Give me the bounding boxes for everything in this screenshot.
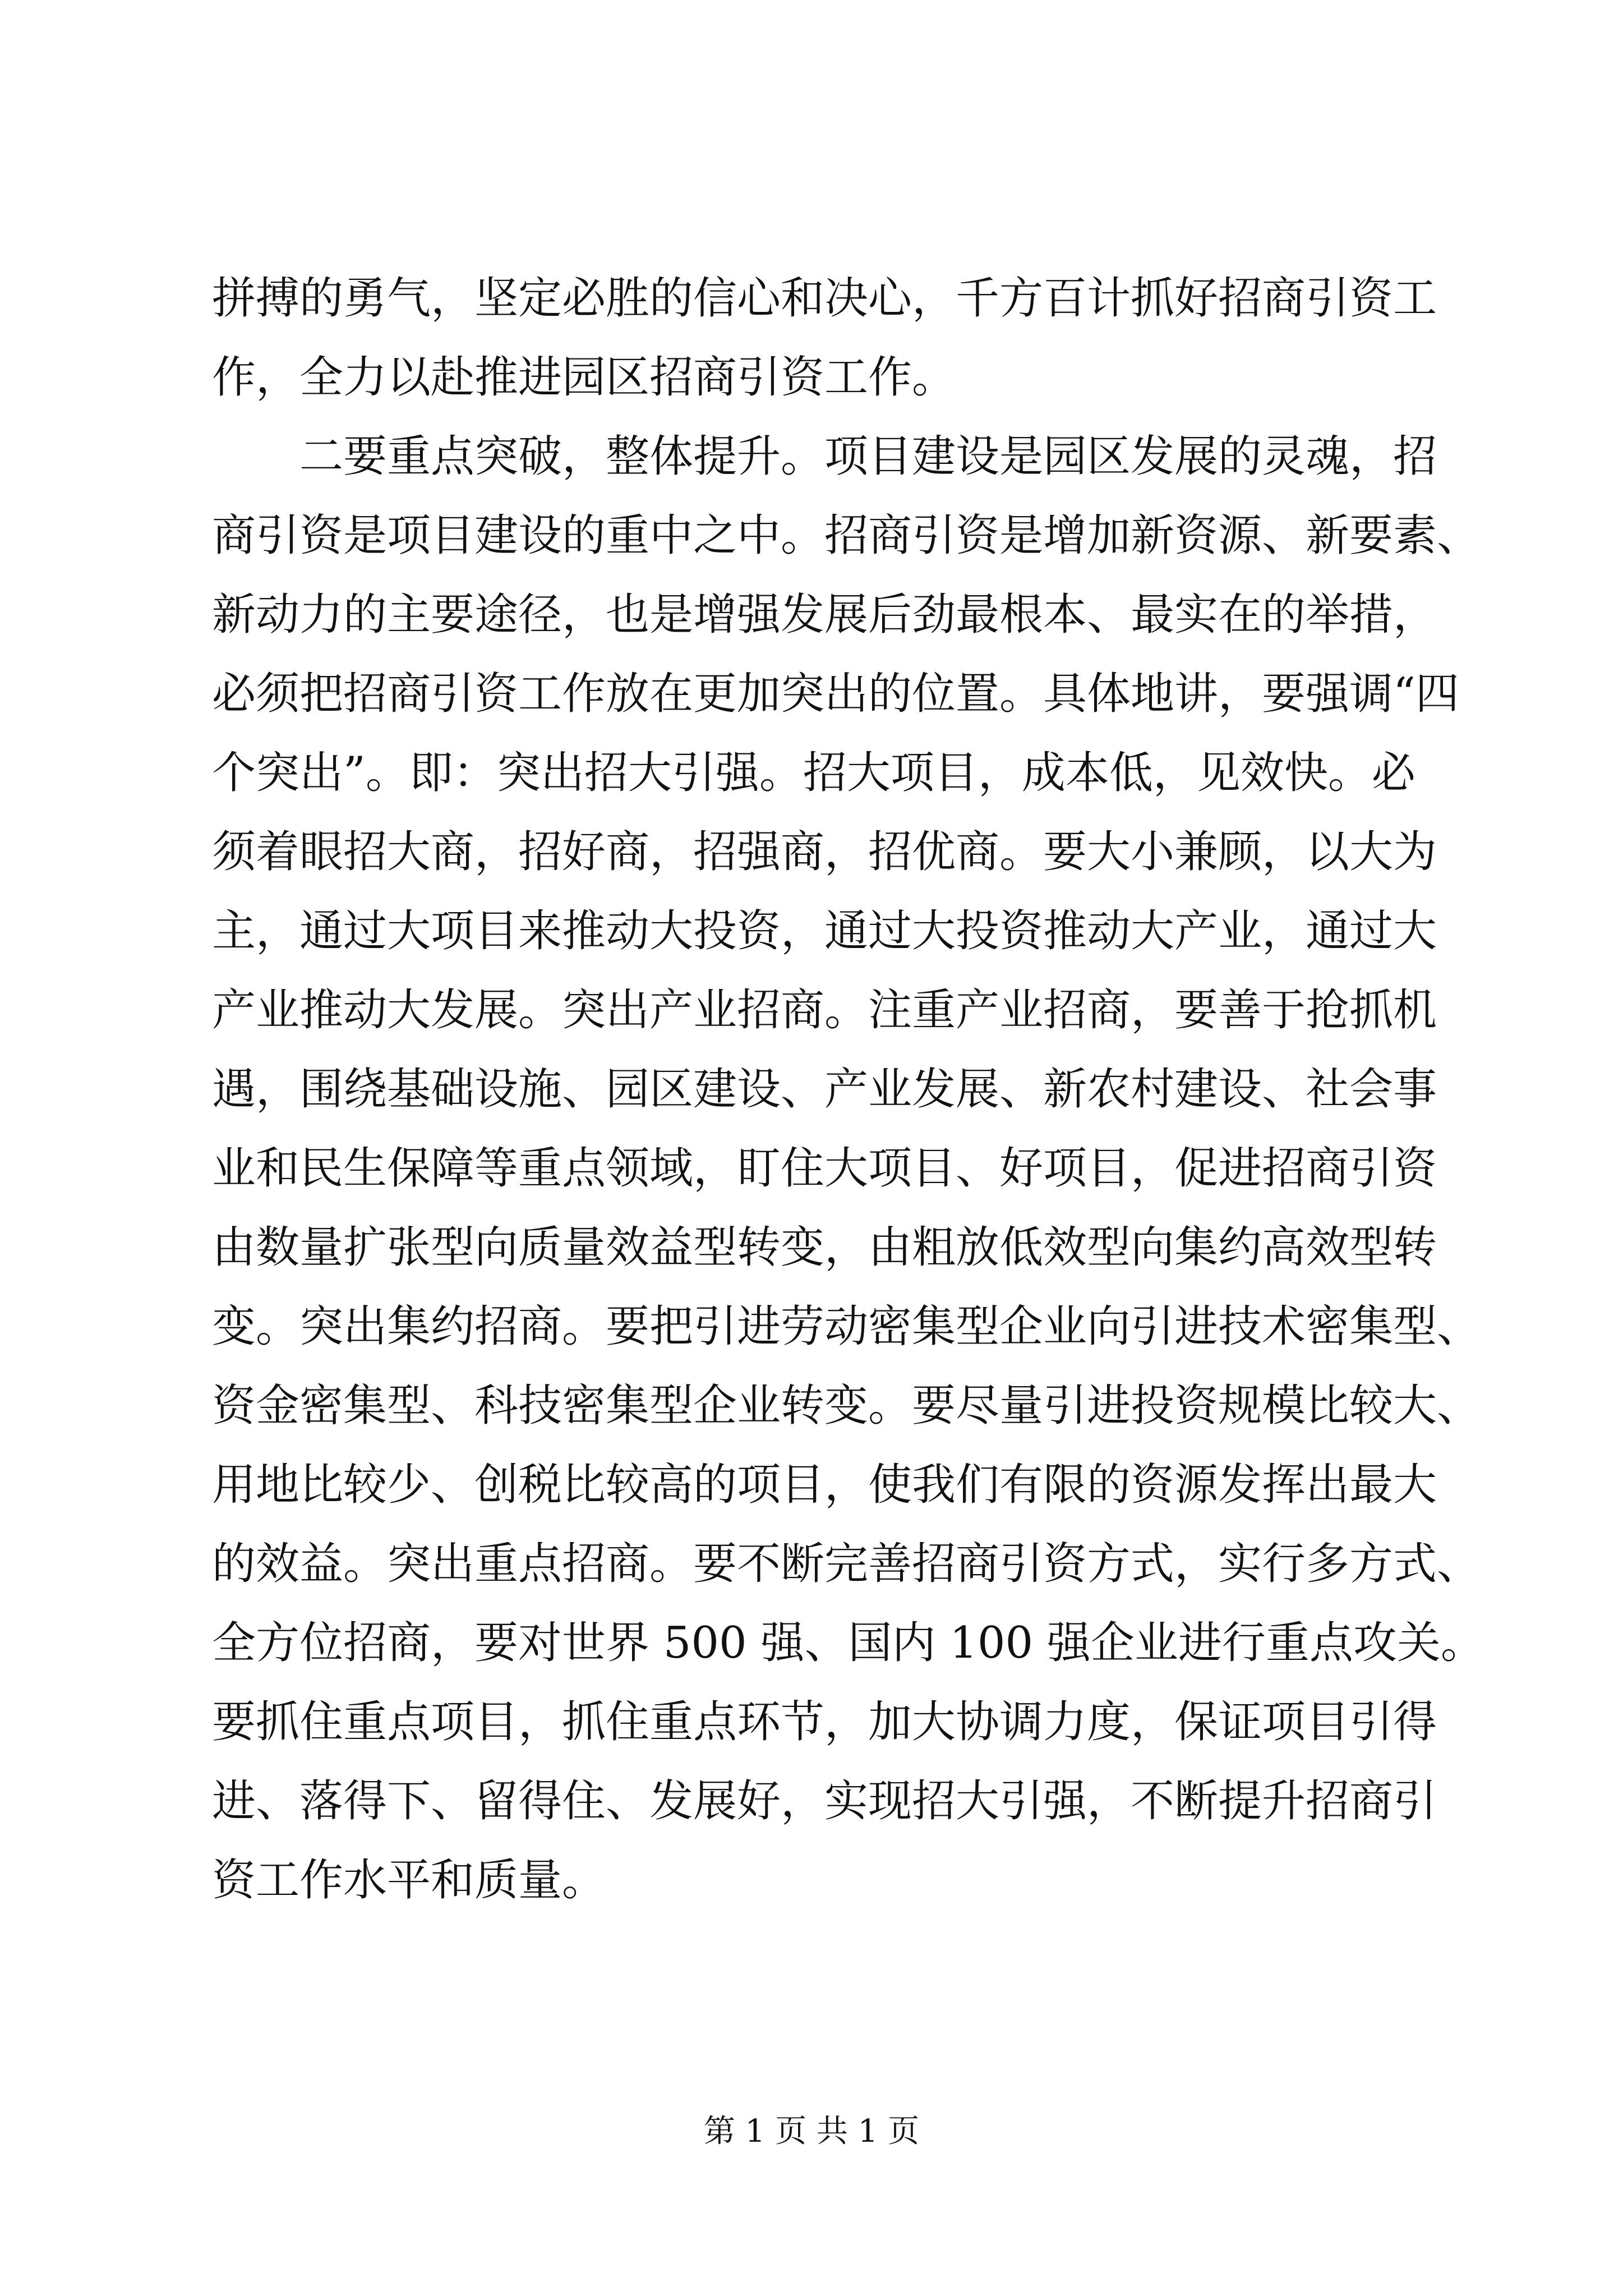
text-line: 遇，围绕基础设施、园区建设、产业发展、新农村建设、社会事 [212, 1064, 1437, 1115]
text-line: 商引资是项目建设的重中之中。招商引资是增加新资源、新要素、 [212, 510, 1481, 561]
text-line: 新动力的主要途径，也是增强发展后劲最根本、最实在的举措， [212, 590, 1437, 640]
text-line: 资金密集型、科技密集型企业转变。要尽量引进投资规模比较大、 [212, 1381, 1481, 1431]
text-line: 由数量扩张型向质量效益型转变，由粗放低效型向集约高效型转 [212, 1222, 1437, 1273]
text-line: 资工作水平和质量。 [212, 1855, 606, 1906]
text-line: 进、落得下、留得住、发展好，实现招大引强，不断提升招商引 [212, 1776, 1437, 1826]
text-line: 作，全力以赴推进园区招商引资工作。 [212, 352, 956, 403]
text-line: 必须把招商引资工作放在更加突出的位置。具体地讲，要强调“四 [212, 669, 1459, 719]
text-line: 业和民生保障等重点领域，盯住大项目、好项目，促进招商引资 [212, 1143, 1437, 1194]
text-line: 用地比较少、创税比较高的项目，使我们有限的资源发挥出最大 [212, 1460, 1437, 1510]
text-line: 个突出”。即：突出招大引强。招大项目，成本低，见效快。必 [212, 748, 1415, 798]
text-line: 全方位招商，要对世界 500 强、国内 100 强企业进行重点攻关。 [212, 1618, 1484, 1668]
text-line: 变。突出集约招商。要把引进劳动密集型企业向引进技术密集型、 [212, 1301, 1481, 1352]
text-line: 产业推动大发展。突出产业招商。注重产业招商，要善于抢抓机 [212, 985, 1437, 1036]
body-text [212, 259, 1484, 1920]
text-line: 须着眼招大商，招好商，招强商，招优商。要大小兼顾，以大为 [212, 827, 1437, 877]
text-line: 的效益。突出重点招商。要不断完善招商引资方式，实行多方式、 [212, 1539, 1481, 1589]
text-line: 要抓住重点项目，抓住重点环节，加大协调力度，保证项目引得 [212, 1697, 1437, 1747]
text-line: 二要重点突破，整体提升。项目建设是园区发展的灵魂，招 [212, 431, 1437, 482]
text-line: 主，通过大项目来推动大投资，通过大投资推动大产业，通过大 [212, 906, 1437, 956]
text-line: 拼搏的勇气，坚定必胜的信心和决心，千方百计抓好招商引资工 [212, 273, 1437, 324]
page-number-footer: 第 1 页 共 1 页 [703, 2113, 920, 2150]
